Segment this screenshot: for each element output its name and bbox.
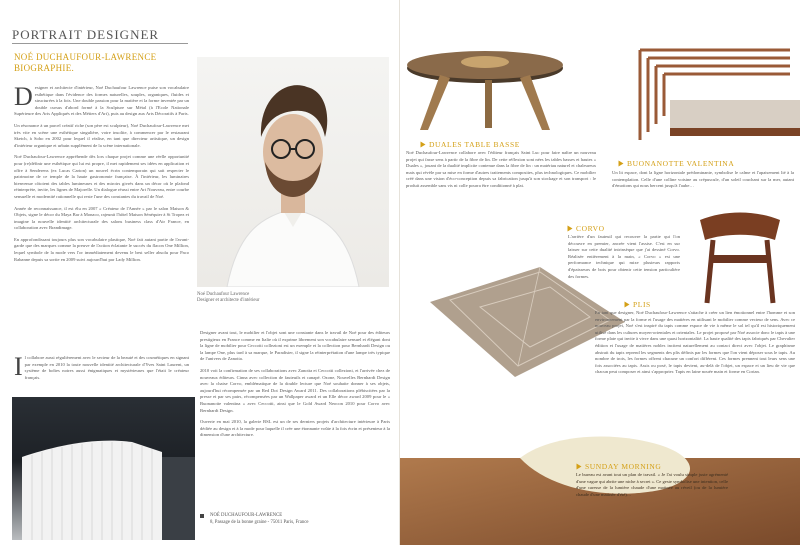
bio-paragraph: Il collabore aussi régulièrement avec le secteur de la beauté et des cosmétiques en signant par exemple en 2010 la toute nouvelle identité architecturale d'Yves Saint Laurent, un système de boîtes noires aussi énigmatiques et mystérieuses que l'était le créateur français. [14,355,189,381]
bio-paragraph: Année de reconnaissance, il est élu en 2007 « Créateur de l'Année » par le salon Maison & Objets, signe le décor du Maya Bar à Monaco, rajeunit l'hôtel Maison Sénéquier à St Tropez et imagine la nouvelle identité architecturale des salons business class d'Air France, en collaboration avec Brandimage. [14,205,189,231]
portrait-illustration [197,57,389,287]
bio-paragraph: Un résonance à un parcel créatif riche (son père est sculpteur), Noé Duchaufour-Lawrence met très vite en scène une esthétique singulière, voire insolite, à commencer par le restaurant Sketch, à Soho en 2002 pour lequel il réalise, en tant que directeur artistique, un design d'intérieur organique et urbain supplément de la scène internationale. [14,122,189,148]
corvo-heading [567,224,605,233]
triangle-bullet-icon [421,142,426,148]
sunday-text: Le bureau est avant tout un plan de travail. « Je l'ai voulu simple juste agrémenté d'une vague qui abrite une niche à secret ». Ce geste symbolise une intention, celle d'une caresse de la lumière chaude d'une matinée au réveil (ou de la lumière chaude d'une matinée d'été)… [576,472,728,497]
bio-column-2 [14,355,189,395]
duales-title: DUALES TABLE BASSE [429,140,520,149]
plis-title: PLIS [633,300,651,309]
bio-heading: NOÉ DUCHAUFOUR-LAWRENCE BIOGRAPHIE. [14,52,157,73]
page-header: PORTRAIT DESIGNER [12,27,160,42]
plis-text: En tant que designer, Noé Duchaufour-Lawrence s'attache à créer un lien émotionnel entre l'homme et son environnement par la forme et l'usage des matières en utilisant le mobilier comme vecteur de sens. Avec ce nouveau projet, Noé s'est inspiré du tapis comme espace de vie à même le sol tel qu'il est historiquement utilisé dans les cultures moyen-orientales et orientales. Le projet proposé par Noé associe donc le tapis à une forme plate qui invite à vivre dans une quasi horizontalité. La haute qualité des tapis fabriqués par Chevalier édition et l'usage de matières nobles incitent naturellement au contact direct avec l'objet. Le graphisme abstrait du tapis reprend les segments des plis définis par les formes que l'on vient déposer sous le tapis. Au nombre de trois, les formes offrent chacune un confort différent. Ces formes prennent tout leurs sens une fois associées au tapis. Assis ou posé, le tapis devient, au-delà de l'objet, un espace et un lieu de vie que chacun peut composer et ainsi s'approprier. Tapis en laine nouée main et forme en Corian. [595,310,795,375]
chair-illustration [685,205,790,305]
triangle-bullet-icon [619,161,624,167]
triangle-bullet-icon [577,464,582,470]
center-paragraph: Ouverte en mai 2010, la galerie BSL est un de ses derniers projets d'architecture intérieure à Paris dédiée au design et à la mode pour laquelle il crée une étonnante voûte à la fois écrin et présenteur à la dimension d'une architecture. [200,419,390,438]
square-bullet-icon [200,514,204,518]
duales-table-photo [400,40,575,135]
dropcap: I [14,355,23,381]
caption-role: Designer et architecte d'intérieur [197,298,260,303]
triangle-bullet-icon [568,226,573,232]
bio-paragraph: Noé Duchaufour-Lawrence appréhende dès lors chaque projet comme une réelle opportunité pour (re)définir une esthétique qui lui est propre, il met rapidement ses idées en application et offre à Senderens (ex Lucas Carton) un nouvel écrin contemporain qui sait respecter le patrimoine de ce temple de la haute gastronomie française. À l'intérieur, les luminaires bienvenue côtoient des tables lumineuses et des miroirs givrés dans un décor où le plafond réinterprète, invite, les lignes de Majorelle. Un dialogue réussi entre Art Nouveau, entre courbe sensuelle et modernité rationnelle qui reste l'une des constantes du travail de Noé. [14,154,189,199]
buonanotte-title: BUONANOTTE VALENTINA [627,159,735,168]
table-illustration [400,40,575,135]
designer-portrait-photo [197,57,389,287]
booth-illustration [12,397,195,540]
center-paragraph: 2010 voit la confirmation de ses collaborations avec Zanotta et Ceccotti collezioni, et l'arrivée chez de nouveaux éditeurs. Cinna avec collection de fauteuils et canapé. Ozone, Nouvelles Bernhardt Design avec la chaise Corvo, emblématique de la double lecture que Noé souhaite donner à ses objets, aujourd'hui récompensée par un Red Dot Design Award 2011. Des collaborations plébiscitées par la presse et par ses pairs, récompensées par un Wallpaper award et un Elle décor award 2009 pour le « Buonanotte valentina » avec Ceccotti, ainsi que le Gold Award Neocon 2010 pour Corvo avec Bernhardt Design. [200,367,390,413]
duales-heading [420,140,520,149]
caption-name: Noé Duchaufour Lawrence [197,292,250,297]
bio-column-1 [14,85,189,315]
plis-heading [624,300,651,309]
right-page [400,0,800,545]
corvo-text: L'arrière d'un fauteuil qui recouvre la partie qui l'on découvre en premier, ancrée vient l'assise. C'est en sur laisser sur cette dualité intrinsèque que j'ai dessiné Corvo. Réalisée entièrement à la main, « Corvo » est une performance technique qui mixe plusieurs rapports d'épaisseurs de bois pour obtenir cette tension particulière des formes. [568,234,680,279]
buonanotte-bed-photo [630,40,800,150]
center-paragraph: Designer avant tout, le mobilier et l'objet sont une constante dans le travail de Noé pour des éditeurs prestigieux en France comme en Italie où il exprime librement son vocabulaire sensuel et élégant dont la ligne de mobilier pour Ceccotti collezioni est un exemple et la collection pour Bernhardt Design ou la lampe One, plus tard à sa marque, le Paradisier, il signe la réinterprétation d'une lampe très typique de l'univers de Zanotta. [200,330,390,362]
corvo-chair-photo [685,205,790,305]
duales-text: Noé Duchaufour-Lawrence collabore avec l'éditeur français Saint Luc pour faire naître un nouveau projet qui fasse sens à partir de la fibre de lin. De cette réflexion sont nées les tables basses et hautes « Duales », jouant de la dualité implicite contenue dans la fibre de lin : un matériau naturel et chaleureux mais qui révèle par sa mise en forme d'autres traitements composites, plus technologiques. Ce mobilier créé dans une vision d'éco-conception depuis sa fabrication jusqu'à son stockage et son transport : le produit assemble sans vis ni colle pourra être conditionné à plat. [406,150,596,188]
address-line: 8, Passage de la bonne graine - 75011 Paris, France [210,520,309,525]
address-block [210,512,309,526]
buonanotte-text: Un lit espace, dont la ligne horizontale prédominante, symbolise le calme et l'apaisement lié à la contemplation. Celle d'une colline voisine au crépuscule, d'un soleil couchant sur la mer, autant d'émotions qui nous bercent jusqu'à l'aube… [612,170,794,189]
sunday-heading [576,462,661,471]
bio-paragraph: Designer et architecte d'intérieur, Noé Duchaufour Lawrence puise son vocabulaire esthétique dans l'évidence des formes naturelles, souples, organiques, fluides et structurées à la fois. Une double passion pour la matière et la forme inventée par un double cursus d'abord formé à la Sculpture sur Métal (à l'Ecole Nationale Supérieure des Arts Appliqués et des Métiers d'Art), puis au design aux Arts Décoratifs à Paris. [14,85,189,117]
triangle-bullet-icon [625,302,630,308]
center-column [200,330,390,505]
booth-photo [12,397,195,540]
buonanotte-heading [618,159,734,168]
bio-paragraph: En approfondissant toujours plus son vocabulaire plastique, Noé fait autant partie de l'avant-garde que des marques comme la preuve de l'action éclatante le succès du flacon One Million, lequel symbole de la mode vers l'or immédiatement devenu le best seller absolu pour Paco Rabanne depuis sa sortie en 2009 suivi aujourd'hui par Lady Million. [14,236,189,262]
corvo-title: CORVO [576,224,605,233]
dropcap: D [14,85,33,111]
portrait-caption [197,292,387,304]
bed-illustration [630,40,800,150]
sunday-title: SUNDAY MORNING [585,462,662,471]
address-name: NOÉ DUCHAUFOUR-LAWRENCE [210,513,283,518]
header-rule [12,43,188,44]
